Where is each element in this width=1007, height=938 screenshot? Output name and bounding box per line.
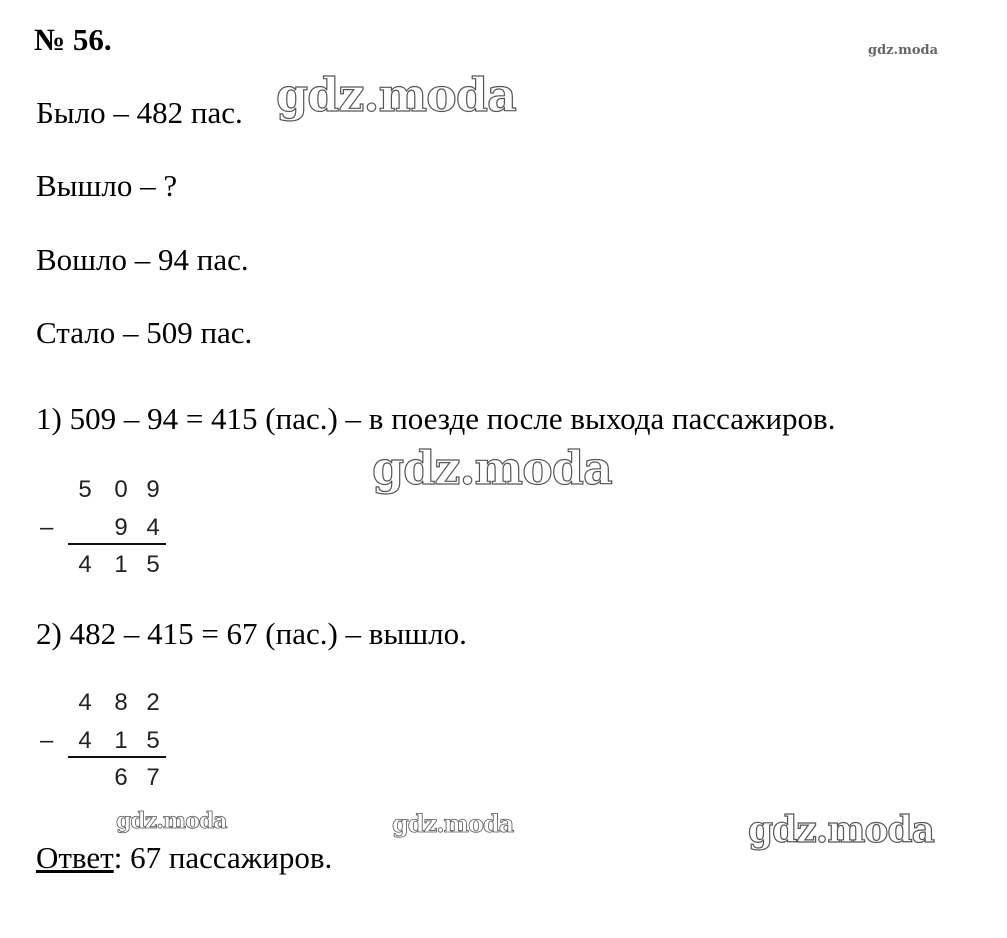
answer-label: Ответ (36, 840, 114, 875)
calc1-result-digit-2: 1 (114, 551, 128, 578)
calc2-bottom-digit-1: 4 (78, 727, 92, 754)
step-2: 2) 482 – 415 = 67 (пас.) – вышло. (36, 616, 467, 651)
problem-title: № 56. (34, 22, 112, 57)
calc2-bottom-digit-3: 5 (146, 727, 160, 754)
condition-left: Вышло – ? (36, 168, 178, 203)
watermark-bottom-right: gdz.moda (748, 809, 934, 851)
calc1-top-digit-3: 9 (146, 476, 160, 503)
calc2-result-digit-2: 6 (114, 764, 128, 791)
calc2-top-digit-1: 4 (78, 689, 92, 716)
column-subtraction-1 (30, 476, 180, 586)
calc1-top-digit-1: 5 (78, 476, 92, 503)
calc2-bottom-digit-2: 1 (114, 727, 128, 754)
calc1-top-digit-2: 0 (114, 476, 128, 503)
watermark-large-top: gdz.moda (276, 68, 516, 122)
calc2-top-digit-3: 2 (146, 689, 160, 716)
watermark-large-middle: gdz.moda (372, 441, 612, 495)
calc1-bottom-digit-3: 4 (146, 514, 160, 541)
calc1-result-digit-3: 5 (146, 551, 160, 578)
condition-became: Стало – 509 пас. (36, 315, 253, 350)
step-1: 1) 509 – 94 = 415 (пас.) – в поезде после выхода пассажиров. (36, 401, 836, 436)
calc1-bottom-digit-2: 9 (114, 514, 128, 541)
answer-text: : 67 пассажиров. (113, 840, 333, 875)
watermark-bottom-left: gdz.moda (116, 808, 227, 834)
condition-entered: Вошло – 94 пас. (36, 242, 249, 277)
watermark-bottom-center: gdz.moda (392, 809, 514, 838)
calc2-result-digit-3: 7 (146, 764, 160, 791)
calc2-top-digit-2: 8 (114, 689, 128, 716)
calc1-minus-sign: – (40, 514, 54, 541)
watermark-corner: gdz.moda (868, 43, 939, 58)
answer-line (36, 842, 332, 873)
calc2-rule (68, 756, 166, 758)
calc1-rule (68, 543, 166, 545)
condition-was: Было – 482 пас. (36, 95, 243, 130)
calc2-minus-sign: – (40, 727, 54, 754)
calc1-result-digit-1: 4 (78, 551, 92, 578)
column-subtraction-2 (30, 689, 180, 799)
